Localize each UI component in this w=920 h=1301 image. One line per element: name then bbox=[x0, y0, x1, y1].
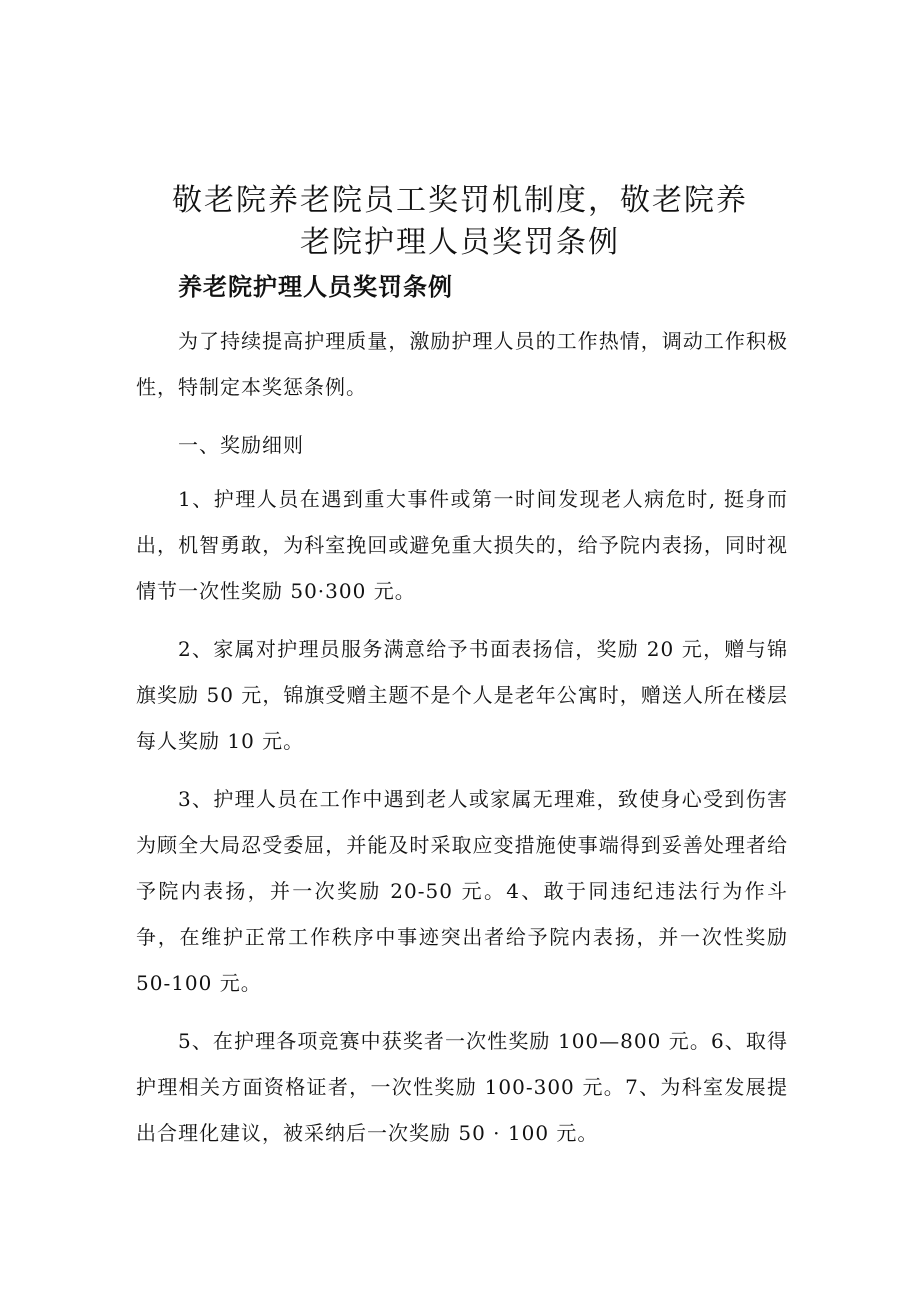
document-body bbox=[136, 318, 788, 1156]
section-subtitle: 养老院护理人员奖罚条例 bbox=[178, 273, 453, 301]
rule-item-3-4: 3、护理人员在工作中遇到老人或家属无理难，致使身心受到伤害为顾全大局忍受委屈，并能及时采取应变措施使事端得到妥善处理者给予院内表扬，并一次奖励 20-50 元。4、敢于同违纪违法行为作斗争，在维护正常工作秩序中事迹突出者给予院内表扬，并一次性奖励 50-100 元。 bbox=[136, 787, 788, 995]
document-title bbox=[120, 180, 800, 264]
rule-item-5-6-7: 5、在护理各项竞赛中获奖者一次性奖励 100—800 元。6、取得护理相关方面资格证者，一次性奖励 100-300 元。7、为科室发展提出合理化建议，被采纳后一次奖励 50 · 100 元。 bbox=[136, 1029, 788, 1145]
rule-item-2: 2、家属对护理员服务满意给予书面表扬信，奖励 20 元，赠与锦旗奖励 50 元，锦旗受赠主题不是个人是老年公寓时，赠送人所在楼层每人奖励 10 元。 bbox=[136, 637, 788, 753]
title-line-2: 老院护理人员奖罚条例 bbox=[300, 225, 620, 261]
rule-item-1: 1、护理人员在遇到重大事件或第一时间发现老人病危时, 挺身而出，机智勇敢，为科室挽回或避免重大损失的，给予院内表扬，同时视情节一次性奖励 50·300 元。 bbox=[136, 487, 788, 603]
section-heading-rewards: 一、奖励细则 bbox=[178, 433, 304, 457]
title-line-1: 敬老院养老院员工奖罚机制度，敬老院养 bbox=[172, 183, 748, 219]
intro-paragraph: 为了持续提高护理质量，激励护理人员的工作热情，调动工作积极性，特制定本奖惩条例。 bbox=[136, 329, 788, 399]
